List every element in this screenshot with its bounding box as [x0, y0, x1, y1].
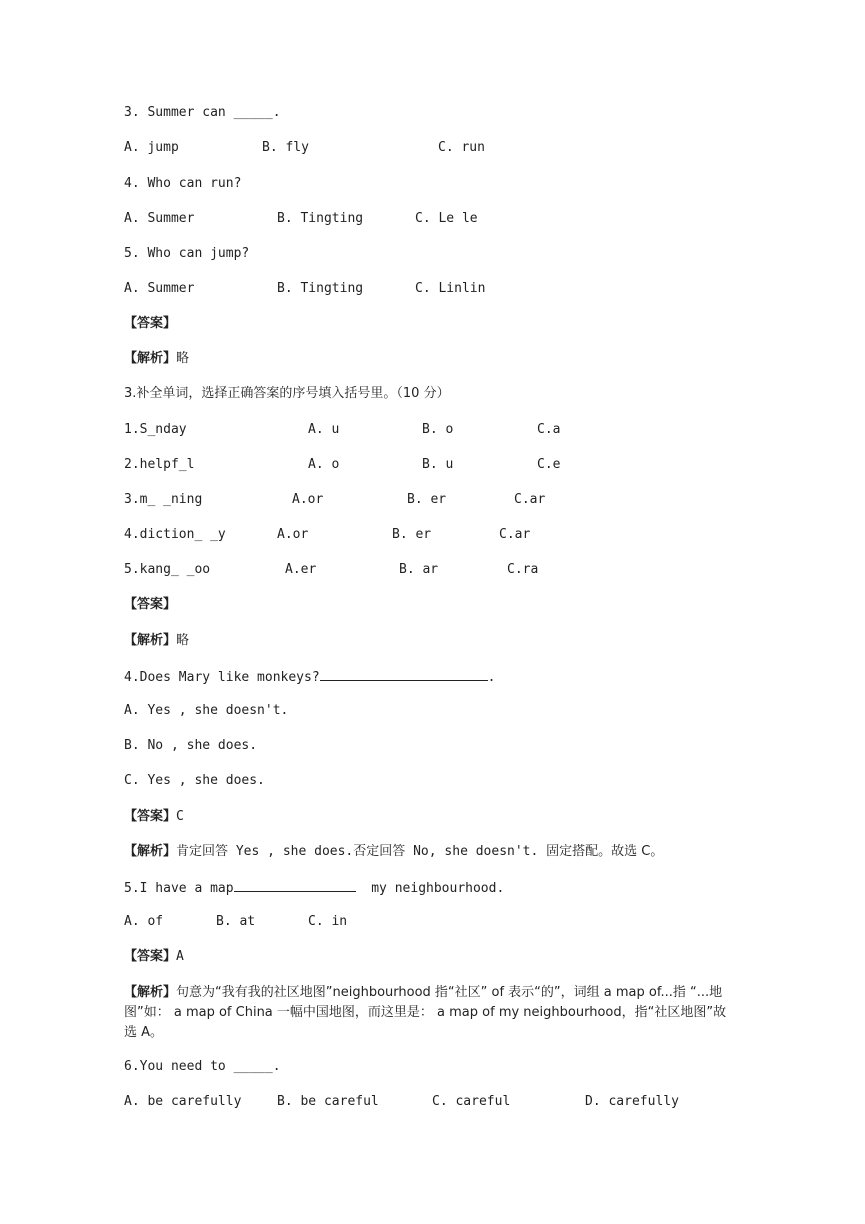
- option-a: A. Yes , she doesn't.: [124, 703, 289, 718]
- answer-value: C: [176, 809, 184, 824]
- analysis-label: 【解析】: [124, 985, 177, 1000]
- answer-blank: [320, 667, 488, 681]
- option-c: C.a: [537, 422, 561, 437]
- answer-line: [124, 808, 184, 826]
- item-stem: 5.kang_ _oo: [124, 562, 211, 577]
- option-a: A. of: [124, 914, 164, 929]
- option-b: B. er: [392, 527, 432, 542]
- option-a: A. Summer: [124, 211, 195, 226]
- analysis-text: 句意为“我有我的社区地图”neighbourhood 指“社区” of 表示“的”，词组 a map of...指 “...地图”如： a map of China 一幅中国地图，而这里是： a map of my neighbourhood，指“社区地图”故选 A。: [124, 985, 727, 1040]
- question-stem: [124, 878, 504, 898]
- answer-label: 【答案】: [124, 597, 177, 612]
- answer-line: [124, 596, 176, 614]
- option-b: B. er: [407, 492, 447, 507]
- option-c: C. careful: [432, 1094, 511, 1109]
- option-b: B. o: [422, 422, 454, 437]
- analysis-paragraph: [124, 983, 729, 1043]
- analysis-line: [124, 632, 189, 650]
- section-title: 3.补全单词，选择正确答案的序号填入括号里。（10 分）: [124, 386, 450, 401]
- analysis-part: Yes , she does.: [228, 844, 354, 859]
- answer-label: 【答案】: [124, 949, 177, 964]
- answer-line: [124, 948, 184, 966]
- question-stem: 5. Who can jump?: [124, 246, 250, 261]
- option-a: A. be carefully: [124, 1094, 242, 1109]
- option-a: A. Summer: [124, 281, 195, 296]
- stem-text: 4.Does Mary like monkeys?: [124, 670, 320, 685]
- option-c: C.e: [537, 457, 561, 472]
- analysis-line: [124, 843, 663, 861]
- option-b: B. fly: [262, 140, 309, 155]
- analysis-part: 肯定回答: [176, 844, 229, 859]
- option-a: A.er: [285, 562, 317, 577]
- analysis-label: 【解析】: [124, 633, 177, 648]
- analysis-part: 否定回答: [353, 844, 406, 859]
- option-b: B. be careful: [277, 1094, 379, 1109]
- analysis-label: 【解析】: [124, 351, 177, 366]
- answer-value: A: [176, 949, 184, 964]
- analysis-text: 略: [176, 633, 190, 648]
- option-c: C. Linlin: [415, 281, 486, 296]
- option-c: C. Yes , she does.: [124, 773, 265, 788]
- option-a: A. u: [308, 422, 340, 437]
- item-stem: 2.helpf_l: [124, 457, 195, 472]
- question-stem: [124, 667, 496, 687]
- analysis-part: 固定搭配。故选 C。: [546, 844, 664, 859]
- option-c: C.ar: [499, 527, 531, 542]
- answer-line: [124, 315, 176, 333]
- stem-end: .: [487, 670, 496, 685]
- stem-end: my neighbourhood.: [355, 881, 505, 896]
- option-d: D. carefully: [585, 1094, 679, 1109]
- option-b: B. u: [422, 457, 454, 472]
- option-c: C. in: [308, 914, 348, 929]
- answer-blank: [234, 878, 356, 892]
- analysis-text: 略: [176, 351, 190, 366]
- item-stem: 4.diction_ _y: [124, 527, 226, 542]
- answer-label: 【答案】: [124, 316, 177, 331]
- analysis-line: [124, 350, 189, 368]
- option-b: B. ar: [399, 562, 439, 577]
- option-a: A. jump: [124, 140, 179, 155]
- item-stem: 3.m_ _ning: [124, 492, 203, 507]
- option-b: B. No , she does.: [124, 738, 258, 753]
- answer-label: 【答案】: [124, 809, 177, 824]
- option-a: A. o: [308, 457, 340, 472]
- question-stem: 3. Summer can _____.: [124, 105, 281, 120]
- item-stem: 1.S_nday: [124, 422, 187, 437]
- option-c: C.ra: [507, 562, 539, 577]
- option-b: B. Tingting: [277, 211, 364, 226]
- analysis-label: 【解析】: [124, 844, 177, 859]
- analysis-part: No, she doesn't.: [405, 844, 547, 859]
- option-c: C.ar: [514, 492, 546, 507]
- stem-text: 5.I have a map: [124, 881, 234, 896]
- option-b: B. Tingting: [277, 281, 364, 296]
- option-a: A.or: [292, 492, 324, 507]
- question-stem: 6.You need to _____.: [124, 1059, 281, 1074]
- option-b: B. at: [216, 914, 256, 929]
- option-c: C. run: [438, 140, 485, 155]
- option-c: C. Le le: [415, 211, 478, 226]
- question-stem: 4. Who can run?: [124, 176, 242, 191]
- option-a: A.or: [277, 527, 309, 542]
